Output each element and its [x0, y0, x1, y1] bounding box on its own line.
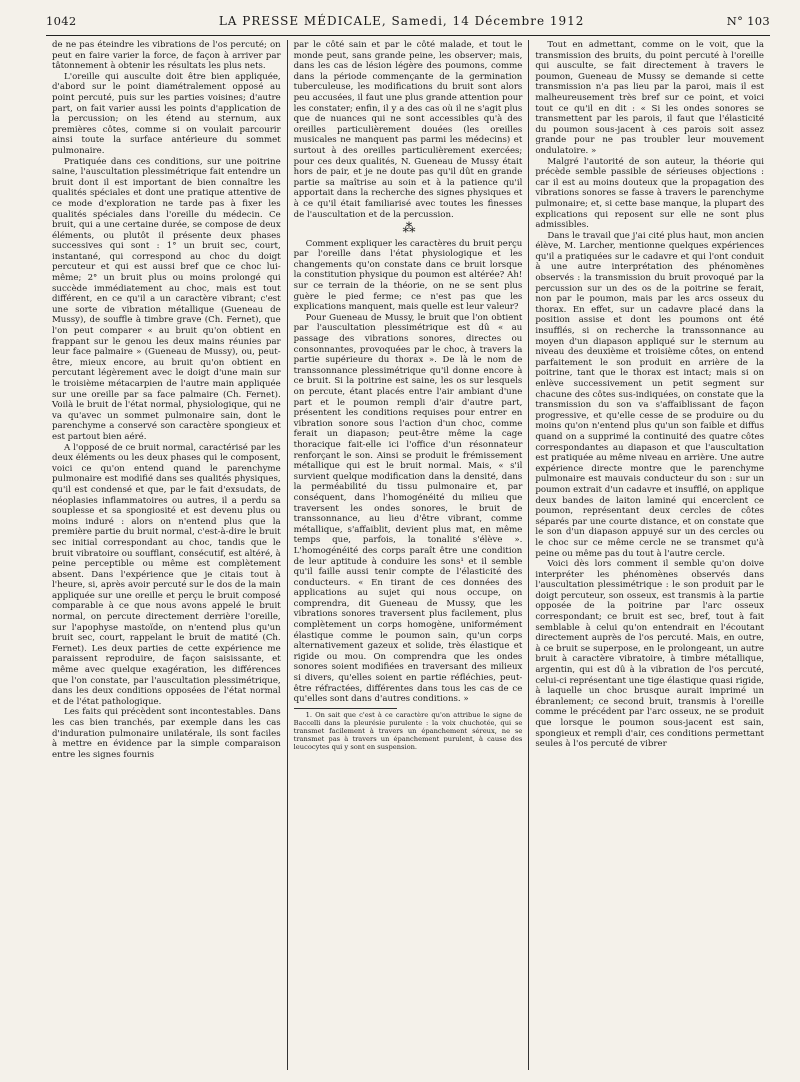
- paragraph: Les faits qui précèdent sont incontestables. Dans les cas bien tranchés, par exemple dans les cas d'induration pulmonaire unilatérale, ils sont faciles à mettre en évidence par la simple comparaison entre les signes fournis: [52, 707, 281, 760]
- column-2: [287, 40, 529, 1070]
- paragraph: Dans le travail que j'ai cité plus haut, mon ancien élève, M. Larcher, mentionne quelques expériences qu'il a pratiquées sur le cadavre et qui l'ont conduit à une autre interprétation des phénomènes observés : la transmission du bruit provoqué par la percussion sur un des os de la poitrine se ferait, non par le poumon, mais par les arcs osseux du thorax. En effet, sur un cadavre placé dans la position assise et dont les poumons ont été insufflés, si on recherche la transsonnance au moyen d'un diapason appliqué sur le sternum au niveau des deuxième et troisième côtes, on entend parfaitement le son produit en arrière de la poitrine, tant que le thorax est intact; mais si on enlève successivement un petit segment sur chacune des côtes sus-indiquées, on constate que la transmission du son va s'affaiblissant de façon progressive, et qu'elle cesse de se produire ou du moins qu'on n'entend plus qu'un son faible et diffus quand on a supprimé la continuité des quatre côtes correspondantes au diapason et que l'auscultation est pratiquée au même niveau en arrière. Une autre expérience directe montre que le parenchyme pulmonaire est mauvais conducteur du son : sur un poumon extrait d'un cadavre et insufflé, on applique deux bandes de laiton laminé qui encerclent ce poumon, représentant deux cercles de côtes séparés par une courte distance, et on constate que le son d'un diapason appuyé sur un des cercles ou le choc sur ce même cercle ne se transmet qu'à peine ou même pas du tout à l'autre cercle.: [535, 230, 765, 559]
- footnote: 1. On sait que c'est à ce caractère qu'on attribue le signe de Baccelli dans la pleurésie purulente : la voix chuchotée, qui se transmet facilement à travers un épanchement séreux, ne se transmet pas à travers un épanchement purulent, à cause des leucocytes qui y sont en suspension.: [293, 710, 523, 752]
- paragraph: L'oreille qui ausculte doit être bien appliquée, d'abord sur le point diamétralement opposé au point percuté, puis sur les parties voisines; d'autre part, on fait varier aussi les points d'application de la percussion; on les étend au sternum, aux premières côtes, comme si on voulait parcourir ainsi toute la surface antérieure du sommet pulmonaire.: [52, 71, 281, 156]
- paragraph: Comment expliquer les caractères du bruit perçu par l'oreille dans l'état physiologique et les changements qu'on constate dans ce bruit lorsque la constitution physique du poumon est altérée? Ah! sur ce terrain de la théorie, on ne se sent plus guère le pied ferme; ce n'est pas que les explications manquent, mais quelle est leur valeur?: [293, 238, 523, 313]
- paragraph: par le côté sain et par le côté malade, et tout le monde peut, sans grande peine, les observer; mais, dans les cas de lésion légère des poumons, comme dans la période commençante de la germination tuberculeuse, les modifications du bruit sont alors peu accusées, il faut une plus grande attention pour les constater; enfin, il y a des cas où il ne s'agit plus que de nuances qui ne sont accessibles qu'à des oreilles particulièrement douées (les oreilles musicales ne manquent pas parmi les médecins) et surtout à des oreilles particulièrement exercées; pour ces deux qualités, N. Gueneau de Mussy était hors de pair, et je ne doute pas qu'il dût en grande partie sa maîtrise au soin et à la patience qu'il apportait dans la recherche des signes physiques et à ce qu'il était familiarisé avec toutes les finesses de l'auscultation et de la percussion.: [293, 40, 523, 220]
- column-1: [46, 40, 287, 1070]
- header-rule: [46, 35, 770, 36]
- paragraph: Malgré l'autorité de son auteur, la théorie qui précède semble passible de sérieuses objections : car il est au moins douteux que la propagation des vibrations sonores se fasse à travers le parenchyme pulmonaire; et, si cette base manque, la plupart des explications qui reposent sur elle ne sont plus admissibles.: [535, 156, 765, 231]
- paragraph: Voici dès lors comment il semble qu'on doive interpréter les phénomènes observés dans l'auscultation plessimétrique : le son produit par le doigt percuteur, son osseux, est transmis à la partie opposée de la poitrine par l'arc osseux correspondant; ce bruit est sec, bref, tout à fait semblable à celui qu'on entendrait en l'écoutant directement auprès de l'os percuté. Mais, en outre, à ce bruit se superpose, en le prolongeant, un autre bruit à caractère vibratoire, à timbre métallique, argentin, qui est dû à la vibration de l'os percuté, celui-ci représentant une tige élastique quasi rigide, à laquelle un choc brusque aurait imprimé un ébranlement; ce second bruit, transmis à l'oreille comme le précédent par l'arc osseux, ne se produit que lorsque le poumon sous-jacent est sain, spongieux et rempli d'air, ces conditions permettant seules à l'os percuté de vibrer: [535, 559, 765, 750]
- column-3: [528, 40, 770, 1070]
- issue-number: N° 103: [726, 14, 770, 28]
- publication-title: LA PRESSE MÉDICALE, Samedi, 14 Décembre 1912: [218, 14, 585, 28]
- page-header: [46, 14, 770, 32]
- paragraph: Tout en admettant, comme on le voit, que la transmission des bruits, du point percuté à l'oreille qui ausculte, se fait directement à travers le poumon, Gueneau de Mussy se demande si cette transmission n'a pas lieu par la paroi, mais il est malheureusement très bref sur ce point, et voici tout ce qu'il en dit : « Si les ondes sonores se transmettent par les parois, il faut que l'élasticité du poumon sous-jacent à ces parois soit assez grande pour ne pas troubler leur mouvement ondulatoire. »: [535, 40, 765, 156]
- page-number: 1042: [46, 14, 77, 28]
- paragraph: Pour Gueneau de Mussy, le bruit que l'on obtient par l'auscultation plessimétrique est dû « au passage des vibrations sonores, directes ou consonnantes, provoquées par le choc, à travers la partie supérieure du thorax ». De là le nom de transsonnance plessimétrique qu'il donne encore à ce bruit. Si la poitrine est saine, les os sur lesquels on percute, étant placés entre l'air ambiant d'une part et le poumon rempli d'air d'autre part, présentent les conditions requises pour entrer en vibration sonore sous l'action d'un choc, comme ferait un diapason; peut-être même la cage thoracique fait-elle ici l'office d'un résonnateur renforçant le son. Ainsi se produit le frémissement métallique qui est le bruit normal. Mais, « s'il survient quelque modification dans la densité, dans la perméabilité du tissu pulmonaire et, par conséquent, dans l'homogénéité du milieu que traversent les ondes sonores, le bruit de transsonnance, au lieu d'être vibrant, comme métallique, s'affaiblit, devient plus mat, en même temps que, parfois, la tonalité s'élève ». L'homogénéité des corps paraît être une condition de leur aptitude à conduire les sons¹ et il semble qu'il faille aussi tenir compte de l'élasticité des conducteurs. « En tirant de ces données des applications au sujet qui nous occupe, on comprendra, dit Gueneau de Mussy, que les vibrations sonores traversent plus facilement, plus complètement un corps homogène, uniformément élastique comme le poumon sain, qu'un corps alternativement gazeux et solide, très élastique et rigide ou mou. On comprendra que les ondes sonores soient modifiées en traversant des milieux si divers, qu'elles soient en partie réfléchies, peut-être réfractées, différentes dans tous les cas de ce qu'elles sont dans d'autres conditions. »: [293, 312, 523, 705]
- paragraph: A l'opposé de ce bruit normal, caractérisé par les deux éléments ou les deux phases qui le composent, voici ce qu'on entend quand le parenchyme pulmonaire est modifié dans ses qualités physiques, qu'il est condensé et que, par le fait d'exsudats, de néoplasies inflammatoires ou autres, il a perdu sa souplesse et sa spongiosité et est devenu plus ou moins induré : alors on n'entend plus que la première partie du bruit normal, c'est-à-dire le bruit sec initial correspondant au choc, tandis que le bruit vibratoire ou soufflant, consécutif, est altéré, à peine perceptible ou même est complètement absent. Dans l'expérience que je citais tout à l'heure, si, après avoir percuté sur le dos de la main appliquée sur une oreille et perçu le bruit composé comparable à ce que nous avons appelé le bruit normal, on percute directement derrière l'oreille, sur l'apophyse mastoïde, on n'entend plus qu'un bruit sec, court, rappelant le bruit de matité (Ch. Fernet). Les deux parties de cette expérience me paraissent reproduire, de façon saisissante, et même avec quelque exagération, les différences que l'on constate, par l'auscultation plessimétrique, dans les deux conditions opposées de l'état normal et de l'état pathologique.: [52, 442, 281, 707]
- footnote-rule: [294, 708, 397, 709]
- section-separator: ⁂: [402, 221, 414, 237]
- paragraph: de ne pas éteindre les vibrations de l'os percuté; on peut en faire varier la force, de façon à arriver par tâtonnement à obtenir les résultats les plus nets.: [52, 40, 281, 72]
- article-columns: [46, 40, 770, 1070]
- paragraph: Pratiquée dans ces conditions, sur une poitrine saine, l'auscultation plessimétrique fait entendre un bruit dont il est important de bien connaître les qualités spéciales et dont une pratique attentive de ce mode d'exploration ne tarde pas à fixer les qualités spéciales dans l'oreille du médecin. Ce bruit, qui a une certaine durée, se compose de deux éléments, ou plutôt il présente deux phases successives qui sont : 1° un bruit sec, court, instantané, qui correspond au choc du doigt percuteur et qui est aussi bref que ce choc lui-même; 2° un bruit plus ou moins prolongé qui succède immédiatement au choc, mais est tout différent, en ce qu'il a un caractère vibrant; c'est une sorte de vibration métallique (Gueneau de Mussy), de souffle à timbre grave (Ch. Fernet), que l'on peut comparer « au bruit qu'on obtient en frappant sur le genou les deux mains réunies par leur face palmaire » (Gueneau de Mussy), ou, peut-être, mieux encore, au bruit qu'on obtient en percutant légèrement avec le doigt d'une main sur le troisième métacarpien de l'autre main appliquée sur une oreille par sa face palmaire (Ch. Fernet). Voilà le bruit de l'état normal, physiologique, qui ne va qu'avec un sommet pulmonaire sain, dont le parenchyme a conservé son caractère spongieux et est partout bien aéré.: [52, 156, 281, 442]
